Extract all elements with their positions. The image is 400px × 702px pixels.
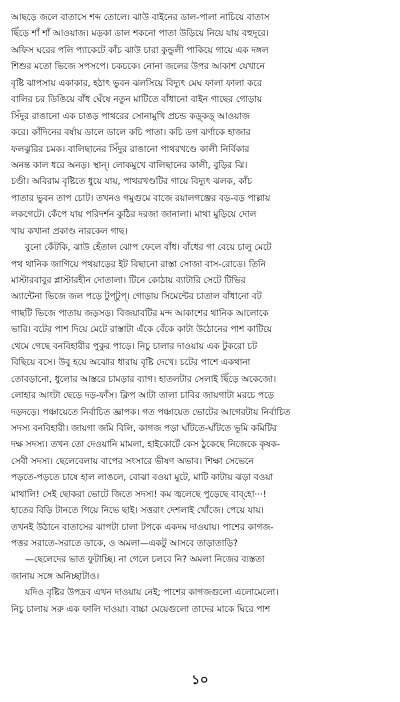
- text-line: নিচু চালায় সরু এক ফালি দাওয়া। বাচ্চা মেয়েগুলো তাদের মাকে ঘিরে পাশ: [11, 604, 271, 615]
- text-line: তোবড়ানো, ধুলোর আস্তরে চামড়ার ব্যাগ। হাতলটার সেলাই ছিঁড়ে অকেজো।: [11, 374, 277, 385]
- text-line: মাস্টারবাবুর প্লাস্টারহীন দোতালা। টিনে কোঠায় ব্যাটারি সেটে টিভির: [11, 276, 246, 286]
- text-line: মাথালি! সেই ছোকরা ভোটে জিতে সদস্য! কম জ্বলেছে পুড়েছে বাব্‌হো···!: [11, 489, 267, 500]
- text-line: দড়দড়ে। পঞ্চায়েতে নির্বাচিত জ্ঞাপক। গত পঞ্চায়েত ভোটের আগেরটায় নির্বাচিত: [11, 407, 291, 418]
- text-line: বিছিয়ে বসে। উবু হয়ে অঝোর ধারায় বৃষ্টি দেখে। চটের পাশে একথানা: [11, 358, 251, 369]
- text-line: গাছটি ভিজে পাতায় জড়সড়। বিজয়াবটির মন্দ আকাশের থানিক আলোকে: [11, 308, 269, 319]
- text-line: সিঁদুর রাঙানো এক চাঙড় পাথরের সোনামুখি প্রচন্ড কড়্‌কড়্‌ আওয়াজ: [11, 111, 250, 122]
- text-line: আছড়ে জলে বাতাসে শব্দ তোলে। ঝাউ বাইনের ডাল-পালা নাচিয়ে বাতাস: [11, 13, 270, 23]
- text-line: —ছেলেদের ভাত ফুটাচ্ছি। না গেলে চলবে নি? অমলা নিজের ব্যস্ততা: [25, 555, 265, 566]
- paragraph-3: [11, 552, 389, 585]
- text-line: অফিস ঘরের পলি প্যাকেটে কাঁচ ঝাউ চারা কুন্ডুলী পাকিয়ে গায়ে এক দঙ্গল: [11, 45, 269, 56]
- paragraph-2: [11, 240, 389, 552]
- text-line: শিশুর মতো ভিজে সপসপে। চকচকে। নোনা জলের উপর আকাশ যেখানে: [11, 62, 265, 73]
- text-line: সদস্য বনবিহারী। জায়গা জমি বিলি, কাগজ পড়া ঘাঁটতে-ঘাঁটতে ভূমি কমিটির: [11, 423, 277, 434]
- text-line: বৃষ্টি ঝাপসায় একাকার, হঠাৎ ভুবন ঝলসিয়ে বিদ্যুৎ মেঘ ফালা ফালা করে: [11, 78, 262, 89]
- text-line: অনন্ত কাল ধরে অনড়। স্থান্। লোকমুখে বালিছানের কালী, বুড়ির ঝি।: [11, 160, 248, 171]
- text-line: ভারি। বটের পাশ দিয়ে মেটে রাস্তাটা এঁকে বেঁকে কাটা উঠোনের পাশ কাটিয়ে: [11, 325, 273, 336]
- text-line: পথ থানিক জাগিয়ে পথয়াড়ের ইট বিছানো রাস্তা সোজা বাস-রোডে। তিনি: [11, 259, 266, 270]
- text-line: চণ্ডী। অবিরাম বৃষ্টিতে ধুয়ে যায়, পাথরখণ্ডটির গায়ে বিদ্যুৎ ঝলক, কাঁচ: [11, 177, 252, 188]
- text-line: বুনো কেঁটকি, ঝাউ হেঁতাল ঝোপ ফেলে বাঁধ। বাঁধের গা বেয়ে চালু মেটে: [25, 243, 272, 254]
- text-line: দক্ষ সদস্য। তখন তো দেওয়ানি মামলা, হাইকোর্টে কেস ঠুকেছে নিজেকে কৃষক-: [11, 440, 281, 451]
- text-line: পড়তে-পড়তে চাষে হাল লাঙলে, বোঝা বওয়া মুটে, মাটি কাটায় ঝড়া বওয়া: [11, 473, 273, 484]
- text-line: পত্তর সরাতে-সরাতে ডাকে, ও অমলা—একটু আসবে তাড়াতাড়ি?: [11, 539, 238, 549]
- text-line: বালির চর ডিঙিয়ে বাঁধ ঘেঁষে নতুন মাটিতে বাঁধানো বাইন গাছের গোড়ায়: [11, 95, 262, 106]
- text-line: ছিঁড়ে শাঁ শাঁ আওয়াজ। মড়কা ডাল শকনো পাতা উড়িয়ে নিয়ে যায় বহুদূরে।: [11, 29, 269, 40]
- text-line: যদিও বৃষ্টির উপদ্রব এখন দাওয়ায় নেই; পাশের কাগজগুলো এলোমেলো।: [25, 588, 279, 599]
- text-line: সেবী সদস্য। ছেলেবেলায় বাপের সংসারে ভীষণ অভাব। শিক্ষা সেভেনে: [11, 456, 254, 467]
- text-line: তখনই উঠানে বাতাসের ঝাপটা চালা টপকে একদম দাওয়ায়। পাশের কাগজ-: [11, 522, 274, 533]
- text-line: হাতের বিড়ি টানতে গিয়ে নিভে ছাই। সত্তরাং দেশলাই খোঁজে। পেয়ে যায়।: [11, 506, 264, 517]
- text-line: জানায় সঙ্গে অনিচ্ছাটাও।: [11, 571, 100, 582]
- text-line: পাতার ভুবন তাপ চোট। তখনও গমুগুমে বাজে রয়ালগঞ্জের বড়-বড় পাল্লায়: [11, 193, 271, 204]
- text-line: লোহার আংটা ছেড়ে দড়-ফাঁস। ক্লিপ আটা তালা চাবির জায়গাটা মরচে পড়ে: [11, 391, 274, 402]
- paragraph-4: [11, 585, 389, 618]
- text-line: অ্যান্টেনা ভিজে জল পড়ে টুপ্‌টুপ্‌। গোড়ায় সিমেন্টের চাতাল বাঁধানো বট: [11, 292, 262, 303]
- text-line: থেমে গেছে বনবিহারীর পুকুর পাড়ে। নিচু চালার দাওয়ায় এক টুকরো চট: [11, 341, 257, 352]
- text-line: লকগেটে। কেঁপে যায় পরিদর্শন কুঠির দরজা জানালা। মাথা মুড়িয়ে দোল: [11, 210, 257, 221]
- page-number: ১০: [191, 673, 209, 688]
- text-line: ফলঝুরির চমক। বালিছানের সিঁদুর রাঙানো পাথরখণ্ডে কালী নির্বিকার: [11, 144, 250, 155]
- paragraph-1: [11, 10, 389, 240]
- text-line: খায় কখানা প্রকাণ্ড নারকেল গাছ।: [11, 226, 128, 237]
- text-line: করে। কাঁদিনের বর্ষায় ডালে ডালে কচি পাতা। কচি ডগ ঝর্ণাকে হাজার: [11, 128, 251, 139]
